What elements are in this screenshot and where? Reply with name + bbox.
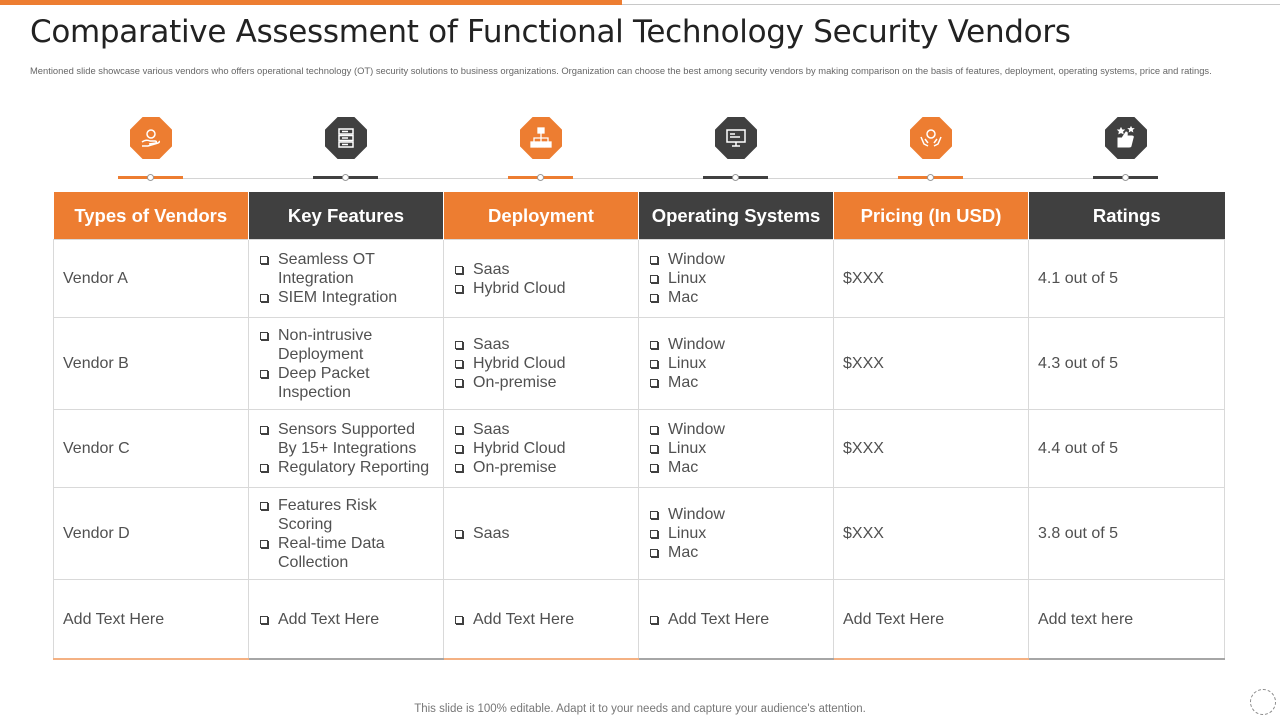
tick-dot xyxy=(537,174,544,181)
tick-dot xyxy=(147,174,154,181)
corner-circle-icon xyxy=(1250,689,1276,715)
list-item: Window xyxy=(648,250,824,269)
top-divider-line xyxy=(622,4,1280,5)
page-title: Comparative Assessment of Functional Technology Security Vendors xyxy=(30,14,1071,50)
list-item: Sensors Supported By 15+ Integrations xyxy=(258,420,434,458)
table-header-row xyxy=(54,192,1225,240)
network-hierarchy-icon xyxy=(520,117,562,159)
list-item: Saas xyxy=(453,420,629,439)
pricing-cell: $XXX xyxy=(834,410,1029,488)
pricing-cell: $XXX xyxy=(834,240,1029,318)
list-item: Window xyxy=(648,335,824,354)
table-row xyxy=(54,318,1225,410)
deployment-cell xyxy=(444,240,639,318)
list-item: Mac xyxy=(648,458,824,477)
deployment-cell xyxy=(444,318,639,410)
icon-cell-vendors xyxy=(53,112,248,187)
icon-cell-features xyxy=(248,112,443,187)
pricing-cell: $XXX xyxy=(834,488,1029,580)
deployment-cell xyxy=(444,410,639,488)
page-subtitle: Mentioned slide showcase various vendors who offers operational technology (OT) security solutions to business organizations. Organization can choose the best among security vendors by making comparison on the basis of features, deployment, operating systems, price and ratings. xyxy=(30,65,1212,76)
header-types-of-vendors: Types of Vendors xyxy=(54,192,249,240)
vendor-name: Vendor A xyxy=(54,240,249,318)
header-ratings: Ratings xyxy=(1029,192,1225,240)
table-row xyxy=(54,488,1225,580)
pricing-cell: $XXX xyxy=(834,318,1029,410)
monitor-icon xyxy=(715,117,757,159)
footer-note: This slide is 100% editable. Adapt it to your needs and capture your audience's attention. xyxy=(414,703,866,715)
tick-dot xyxy=(732,174,739,181)
icon-cell-pricing xyxy=(833,112,1028,187)
table-row xyxy=(54,580,1225,660)
top-accent-bar xyxy=(0,0,622,5)
list-item: Linux xyxy=(648,439,824,458)
rating-cell: 4.3 out of 5 xyxy=(1029,318,1225,410)
list-item: Saas xyxy=(453,335,629,354)
deployment-cell xyxy=(444,488,639,580)
vendor-name: Vendor D xyxy=(54,488,249,580)
list-item: Features Risk Scoring xyxy=(258,496,434,534)
list-item: Window xyxy=(648,505,824,524)
list-item: Window xyxy=(648,420,824,439)
os-cell xyxy=(639,240,834,318)
list-item: On-premise xyxy=(453,373,629,392)
list-item: Linux xyxy=(648,269,824,288)
header-operating-systems: Operating Systems xyxy=(639,192,834,240)
hands-coin-icon xyxy=(910,117,952,159)
tick-dot xyxy=(927,174,934,181)
icon-cell-os xyxy=(638,112,833,187)
table-row xyxy=(54,240,1225,318)
tick-dot xyxy=(1122,174,1129,181)
features-cell xyxy=(249,318,444,410)
vendor-name: Vendor B xyxy=(54,318,249,410)
icon-cell-ratings xyxy=(1028,112,1223,187)
rating-cell: Add text here xyxy=(1029,580,1225,660)
features-cell xyxy=(249,488,444,580)
features-cell xyxy=(249,410,444,488)
list-item: Deep Packet Inspection xyxy=(258,364,434,402)
pricing-cell: Add Text Here xyxy=(834,580,1029,660)
list-item: On-premise xyxy=(453,458,629,477)
os-cell xyxy=(639,318,834,410)
list-item: Linux xyxy=(648,354,824,373)
features-cell xyxy=(249,240,444,318)
deployment-cell xyxy=(444,580,639,660)
os-cell xyxy=(639,580,834,660)
vendor-comparison-table xyxy=(53,192,1225,660)
list-item: Mac xyxy=(648,543,824,562)
list-item: Add Text Here xyxy=(648,610,824,629)
list-item: Saas xyxy=(453,260,629,279)
vendor-name: Vendor C xyxy=(54,410,249,488)
list-item: Seamless OT Integration xyxy=(258,250,434,288)
server-icon xyxy=(325,117,367,159)
list-item: Regulatory Reporting xyxy=(258,458,434,477)
thumbs-up-stars-icon xyxy=(1105,117,1147,159)
list-item: Hybrid Cloud xyxy=(453,354,629,373)
list-item: Hybrid Cloud xyxy=(453,279,629,298)
list-item: Add Text Here xyxy=(453,610,629,629)
rating-cell: 4.4 out of 5 xyxy=(1029,410,1225,488)
list-item: Hybrid Cloud xyxy=(453,439,629,458)
list-item: Saas xyxy=(453,524,629,543)
vendor-name: Add Text Here xyxy=(54,580,249,660)
rating-cell: 4.1 out of 5 xyxy=(1029,240,1225,318)
features-cell xyxy=(249,580,444,660)
list-item: Mac xyxy=(648,288,824,307)
list-item: Add Text Here xyxy=(258,610,434,629)
list-item: Linux xyxy=(648,524,824,543)
rating-cell: 3.8 out of 5 xyxy=(1029,488,1225,580)
table-row xyxy=(54,410,1225,488)
list-item: Mac xyxy=(648,373,824,392)
header-pricing: Pricing (In USD) xyxy=(834,192,1029,240)
header-key-features: Key Features xyxy=(249,192,444,240)
list-item: Non-intrusive Deployment xyxy=(258,326,434,364)
os-cell xyxy=(639,410,834,488)
icon-row xyxy=(53,112,1224,187)
os-cell xyxy=(639,488,834,580)
list-item: SIEM Integration xyxy=(258,288,434,307)
header-deployment: Deployment xyxy=(444,192,639,240)
hand-coin-icon xyxy=(130,117,172,159)
icon-cell-deployment xyxy=(443,112,638,187)
list-item: Real-time Data Collection xyxy=(258,534,434,572)
tick-dot xyxy=(342,174,349,181)
